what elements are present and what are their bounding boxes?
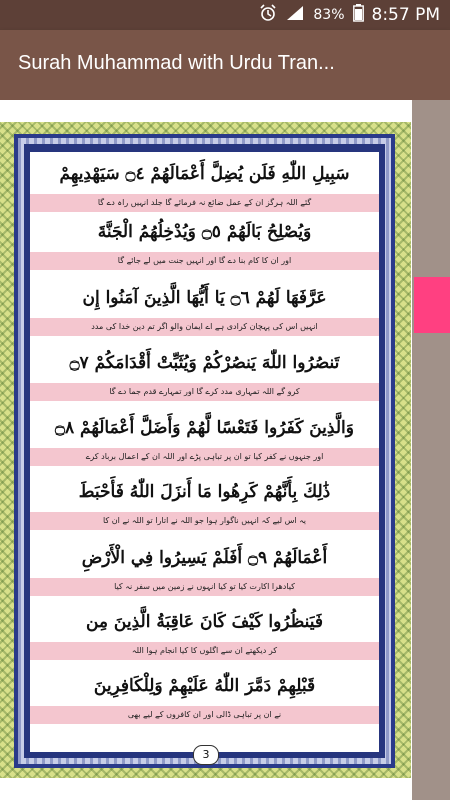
signal-icon: [285, 4, 305, 26]
arabic-line-3: عَرَّفَهَا لَهُمْ ۝٦ يَا أَيُّهَا الَّذِينَ آمَنُوا إِن: [30, 280, 379, 316]
page-title: Surah Muhammad with Urdu Tran...: [18, 52, 335, 74]
battery-percent: 83%: [313, 7, 345, 23]
urdu-line-3: انہیں اس کی پہچان کرادی ہے اے ایمان والو اگر تم دین خدا کی مدد: [30, 318, 379, 336]
arabic-line-9: قَبْلِهِمْ دَمَّرَ اللّٰهُ عَلَيْهِمْ وَلِلْكَافِرِينَ: [30, 668, 379, 704]
status-icons: [259, 0, 440, 30]
urdu-line-4: کرو گے اللہ تمہاری مدد کرے گا اور تمہارے قدم جما دے گا: [30, 383, 379, 401]
arabic-line-5: وَالَّذِينَ كَفَرُوا فَتَعْسًا لَّهُمْ وَأَضَلَّ أَعْمَالَهُمْ ۝٨: [30, 410, 379, 446]
urdu-line-7: کیادھرا اکارت کیا تو کیا انہوں نے زمین میں سفر نہ کیا: [30, 578, 379, 596]
arabic-line-2: وَيُصْلِحُ بَالَهُمْ ۝٥ وَيُدْخِلُهُمُ الْجَنَّةَ: [30, 214, 379, 250]
urdu-line-9: نے ان پر تباہی ڈالی اور ان کافروں کے لیے بھی: [30, 706, 379, 724]
scrollbar-track[interactable]: [412, 100, 450, 800]
arabic-line-8: فَيَنظُرُوا كَيْفَ كَانَ عَاقِبَةُ الَّذِينَ مِن: [30, 604, 379, 640]
urdu-line-8: کر دیکھتے ان سے اگلوں کا کیا انجام ہوا اللہ: [30, 642, 379, 660]
battery-icon: [353, 4, 364, 26]
quran-page-image: [0, 122, 411, 778]
arabic-line-1: سَبِيلِ اللّٰهِ فَلَن يُضِلَّ أَعْمَالَهُمْ ۝٤ سَيَهْدِيهِمْ: [30, 156, 379, 192]
arabic-line-7: أَعْمَالَهُمْ ۝٩ أَفَلَمْ يَسِيرُوا فِي الْأَرْضِ: [30, 540, 379, 576]
page-number: 3: [193, 745, 219, 765]
urdu-line-6: یہ اس لیے کہ انہیں ناگوار ہوا جو اللہ نے اتارا تو اللہ نے ان کا: [30, 512, 379, 530]
status-bar: [0, 0, 450, 30]
alarm-icon: [259, 4, 277, 26]
app-bar: [0, 30, 450, 100]
arabic-line-6: ذَٰلِكَ بِأَنَّهُمْ كَرِهُوا مَا أَنزَلَ اللّٰهُ فَأَحْبَطَ: [30, 474, 379, 510]
scrollbar-thumb[interactable]: [414, 277, 450, 333]
urdu-line-5: اور جنہوں نے کفر کیا تو ان پر تباہی پڑے اور اللہ ان کے اعمال برباد کرے: [30, 448, 379, 466]
arabic-line-4: تَنصُرُوا اللّٰهَ يَنصُرْكُمْ وَيُثَبِّتْ أَقْدَامَكُمْ ۝٧: [30, 345, 379, 381]
urdu-line-2: اور ان کا کام بنا دے گا اور انہیں جنت میں لے جائے گا: [30, 252, 379, 270]
urdu-line-1: گئے اللہ ہرگز ان کے عمل ضائع نہ فرمائے گا جلد انہیں راہ دے گا: [30, 194, 379, 212]
status-time: 8:57 PM: [371, 5, 440, 25]
text-panel: [30, 152, 379, 752]
